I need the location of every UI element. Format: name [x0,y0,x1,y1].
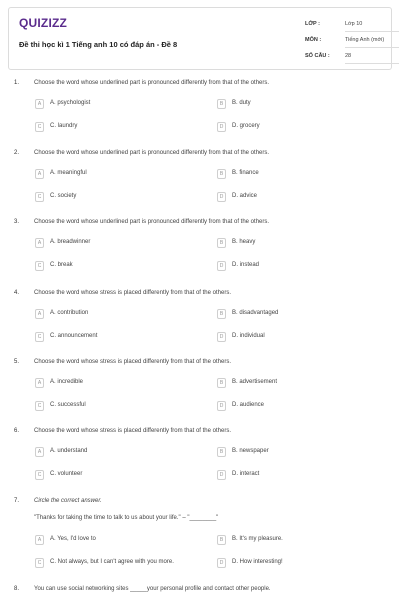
option-text: D. grocery [232,123,260,129]
question-prompt: "Thanks for taking the time to talk to us about your life." – "________" [34,515,219,521]
option-text: C. laundry [50,123,78,129]
option-letter-box: C [35,261,44,271]
class-value-row [345,20,399,36]
count-label: SỐ CÂU : [305,53,330,59]
option-letter-box: C [35,122,44,132]
option-letter-box: A [35,447,44,457]
option-text: B. duty [232,100,251,106]
option-letter-box: B [217,99,226,109]
option-text: A. incredible [50,379,84,385]
option-text: A. meaningful [50,170,87,176]
subject-value-row [345,36,399,52]
option-letter-box: B [217,309,226,319]
option-letter-box: C [35,401,44,411]
question-number: 5. [14,359,20,365]
quiz-title: Đề thi học kì 1 Tiếng anh 10 có đáp án - Đề 8 [19,40,178,49]
question-number: 3. [14,219,20,225]
option-text: A. breadwinner [50,239,91,245]
question-number: 4. [14,290,20,296]
class-value: Lớp 10 [345,20,399,32]
meta-values [345,20,399,68]
option-letter-box: D [217,122,226,132]
option-letter-box: C [35,558,44,568]
option-letter-box: D [217,558,226,568]
count-value-row [345,52,399,68]
option-letter-box: A [35,238,44,248]
option-text: C. volunteer [50,471,83,477]
option-text: B. It's my pleasure. [232,536,283,542]
option-text: B. advertisement [232,379,278,385]
option-letter-box: D [217,261,226,271]
option-letter-box: C [35,192,44,202]
question-text: Choose the word whose underlined part is pronounced differently from that of the others. [34,80,270,86]
option-letter-box: A [35,535,44,545]
option-text: A. contribution [50,310,89,316]
question-text: Choose the word whose stress is placed differently from that of the others. [34,290,231,296]
question-text: You can use social networking sites _____your personal profile and contact other people. [34,586,271,592]
question-number: 8. [14,586,20,592]
question-number: 7. [14,498,20,504]
option-text: C. Not always, but I can't agree with you more. [50,559,174,565]
option-text: B. finance [232,170,259,176]
option-letter-box: B [217,169,226,179]
question-number: 6. [14,428,20,434]
option-letter-box: A [35,378,44,388]
option-text: D. instead [232,262,260,268]
option-text: C. society [50,193,77,199]
option-text: D. audience [232,402,265,408]
option-letter-box: D [217,192,226,202]
meta-labels [305,20,335,68]
option-text: D. individual [232,333,265,339]
class-label: LỚP : [305,21,320,27]
option-letter-box: D [217,401,226,411]
option-text: B. heavy [232,239,256,245]
count-value: 28 [345,52,399,64]
option-letter-box: A [35,309,44,319]
option-text: B. disadvantaged [232,310,279,316]
question-number: 2. [14,150,20,156]
option-letter-box: C [35,332,44,342]
option-letter-box: A [35,99,44,109]
question-text: Choose the word whose underlined part is pronounced differently from that of the others. [34,150,270,156]
option-text: C. successful [50,402,86,408]
option-text: A. psychologist [50,100,91,106]
subject-label: MÔN : [305,37,322,43]
option-letter-box: D [217,470,226,480]
option-text: D. How interesting! [232,559,283,565]
option-letter-box: B [217,447,226,457]
question-text: Choose the word whose underlined part is pronounced differently from that of the others. [34,219,270,225]
option-text: D. interact [232,471,260,477]
question-text: Choose the word whose stress is placed differently from that of the others. [34,428,231,434]
option-letter-box: B [217,238,226,248]
question-text: Circle the correct answer. [34,498,102,504]
option-letter-box: D [217,332,226,342]
quiz-header [8,7,392,70]
option-text: B. newspaper [232,448,269,454]
option-letter-box: B [217,535,226,545]
question-number: 1. [14,80,20,86]
option-letter-box: A [35,169,44,179]
subject-value: Tiếng Anh (mới) [345,36,399,48]
option-letter-box: C [35,470,44,480]
option-text: C. break [50,262,73,268]
option-text: A. Yes, I'd love to [50,536,96,542]
option-text: A. understand [50,448,88,454]
option-text: D. advice [232,193,258,199]
option-letter-box: B [217,378,226,388]
quizizz-logo[interactable]: QUIZIZZ [19,16,68,30]
question-text: Choose the word whose stress is placed differently from that of the others. [34,359,231,365]
option-text: C. announcement [50,333,98,339]
